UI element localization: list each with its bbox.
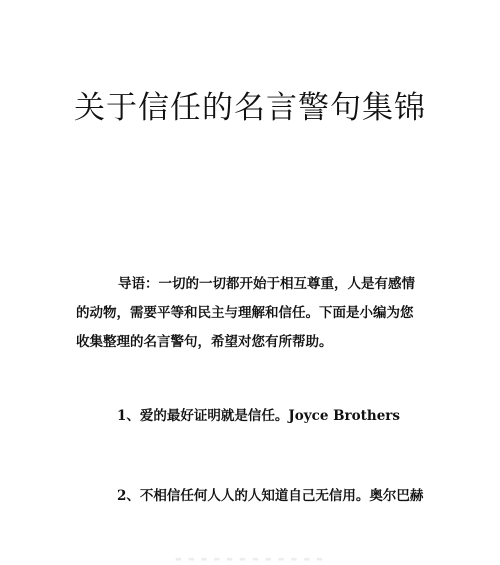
intro-line: 的动物，需要平等和民主与理解和信任。下面是小编为您 bbox=[76, 305, 414, 321]
intro-paragraph bbox=[76, 270, 426, 357]
faint-footer-glyph: ▬ ▬ ▬ ▬ ▬ ▬ ▬ ▬ ▬ ▬ ▬ ▬ bbox=[175, 555, 325, 563]
intro-line: 导语：一切的一切都开始于相互尊重，人是有感情 bbox=[118, 276, 415, 292]
intro-line: 收集整理的名言警句，希望对您有所帮助。 bbox=[76, 334, 333, 350]
document-title: 关于信任的名言警句集锦 bbox=[74, 90, 426, 126]
quote-item: 1、爱的最好证明就是信任。Joyce Brothers bbox=[117, 408, 401, 424]
quote-item: 2、不相信任何人人的人知道自己无信用。奥尔巴赫 bbox=[117, 488, 424, 504]
faint-footer-mark bbox=[0, 555, 500, 563]
